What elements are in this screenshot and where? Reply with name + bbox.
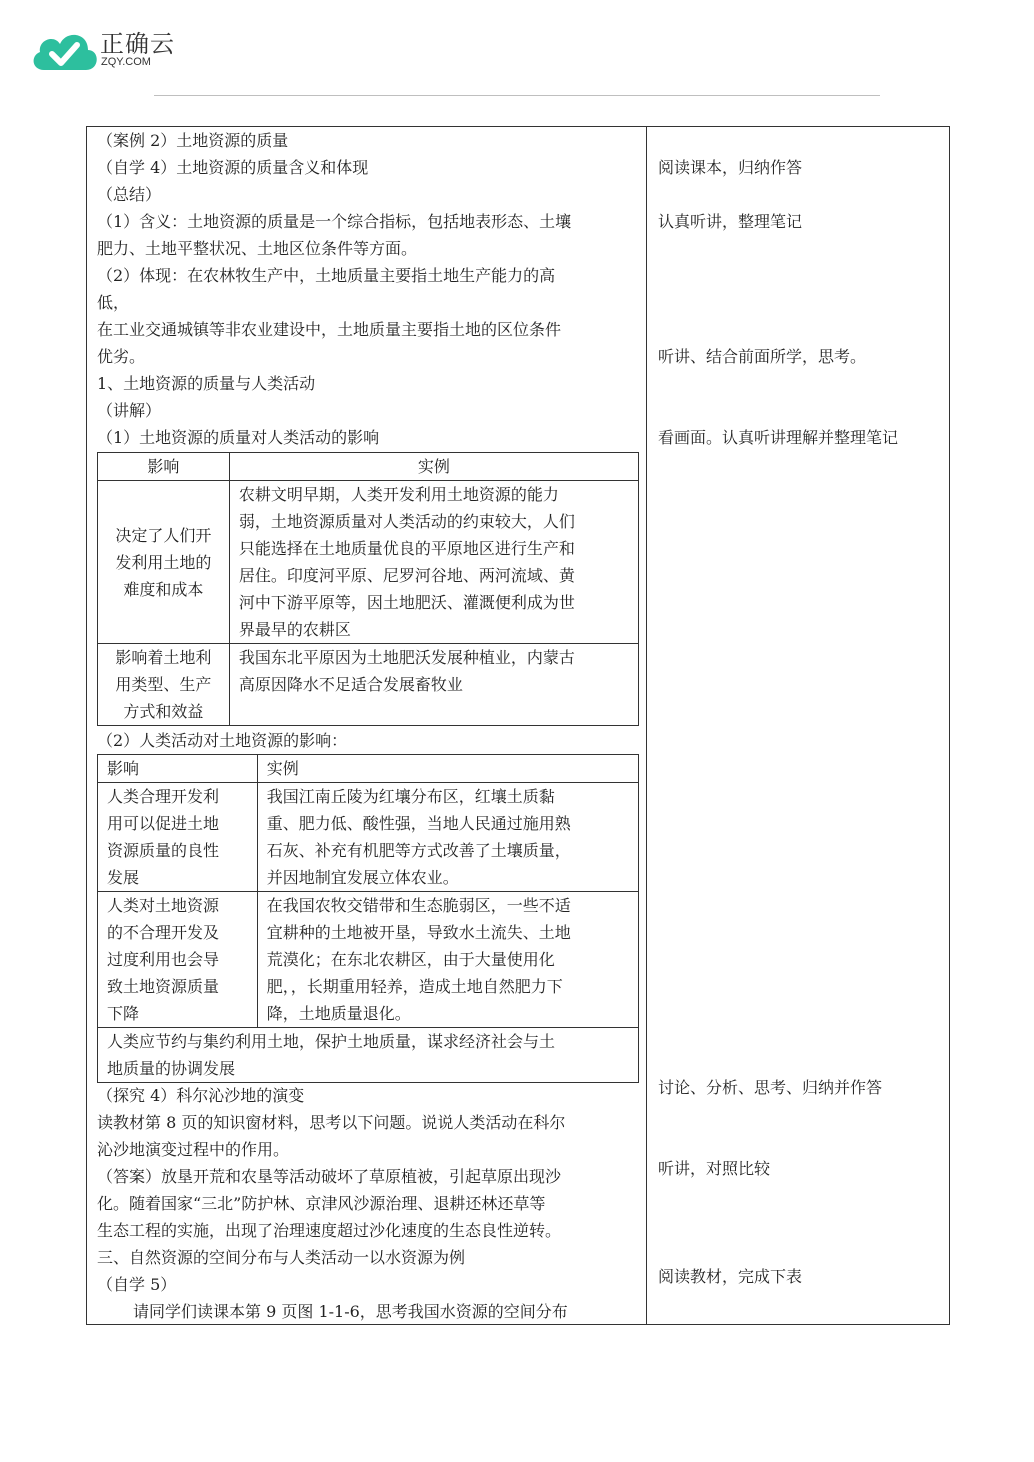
cell-line: 弱，土地资源质量对人类活动的约束较大，人们 (238, 512, 575, 531)
table-row (98, 644, 639, 726)
cell-line: 荒漠化；在东北农耕区，由于大量使用化 (266, 950, 555, 969)
case-heading: （案例 2）土地资源的质量 (97, 131, 289, 150)
cell-line: 界最早的农耕区 (238, 620, 351, 639)
human-activity-table (97, 754, 639, 1083)
cell-line: 决定了人们开 (115, 525, 212, 545)
cell-line: 发利用土地的 (115, 552, 212, 572)
embody-line: 在工业交通城镇等非农业建设中，土地质量主要指土地的区位条件 (97, 320, 562, 339)
cell-line: 并因地制宜发展立体农业。 (266, 868, 459, 887)
cell-line: 重、肥力低、酸性强，当地人民通过施用熟 (266, 814, 571, 833)
table-header-cell: 实例 (229, 453, 638, 481)
table2-title: （2）人类活动对土地资源的影响： (97, 731, 348, 750)
self-study-heading: （自学 5） (97, 1275, 177, 1294)
cell-line: 用类型、生产 (115, 675, 212, 694)
cell-line: 我国东北平原因为土地肥沃发展种植业，内蒙古 (238, 648, 575, 667)
cell-line: 的不合理开发及 (107, 923, 220, 942)
cell-line: 用可以促进土地 (107, 814, 220, 833)
table-row (98, 783, 639, 892)
embody-line: 优劣。 (97, 347, 146, 366)
cell-line: 人类应节约与集约利用土地，保护土地质量，谋求经济社会与土 (107, 1032, 556, 1051)
table-header-row (98, 453, 639, 481)
table-header-cell: 影响 (98, 755, 258, 783)
example-cell (257, 892, 638, 1028)
table1-title: （1）土地资源的质量对人类活动的影响 (97, 428, 380, 447)
answer-line: （答案）放垦开荒和农垦等活动破坏了草原植被，引起草原出现沙 (97, 1167, 562, 1186)
cell-line: 农耕文明早期，人类开发利用土地资源的能力 (238, 485, 559, 504)
column-divider (646, 126, 647, 1325)
instruction-line: 请同学们读课本第 9 页图 1-1-6，思考我国水资源的空间分布 (133, 1302, 568, 1321)
cell-line: 过度利用也会导 (107, 950, 220, 969)
cell-line: 居住。印度河平原、尼罗河谷地、两河流域、黄 (238, 566, 575, 585)
cell-line: 人类对土地资源 (107, 896, 220, 915)
cell-line: 宜耕种的土地被开垦，导致水土流失、土地 (266, 923, 571, 942)
table-header-cell: 影响 (98, 453, 230, 481)
student-activity: 阅读教材，完成下表 (658, 1267, 803, 1286)
cell-line: 石灰、补充有机肥等方式改善了土壤质量， (266, 841, 571, 860)
cell-line: 河中下游平原等，因土地肥沃、灌溉便利成为世 (238, 593, 575, 612)
embody-line: 低， (97, 293, 130, 312)
conclusion-cell (98, 1028, 639, 1083)
cell-line: 只能选择在土地质量优良的平原地区进行生产和 (238, 539, 575, 558)
cell-line: 资源质量的良性 (107, 841, 220, 860)
table-header-row (98, 755, 639, 783)
explore-heading: （探究 4）科尔沁沙地的演变 (97, 1086, 305, 1105)
influence-cell (98, 892, 258, 1028)
answer-line: 生态工程的实施，出现了治理速度超过沙化速度的生态良性逆转。 (97, 1221, 562, 1240)
student-activity: 认真听讲，整理笔记 (658, 212, 803, 231)
cell-line: 影响着土地利 (115, 648, 212, 667)
cell-line: 致土地资源质量 (107, 977, 220, 996)
self-study-heading: （自学 4）土地资源的质量含义和体现 (97, 158, 369, 177)
meaning-line: 肥力、土地平整状况、土地区位条件等方面。 (97, 239, 418, 258)
quality-influence-table (97, 452, 639, 726)
cell-line: 在我国农牧交错带和生态脆弱区，一些不适 (266, 896, 571, 915)
summary-label: （总结） (97, 185, 162, 204)
influence-cell (98, 481, 230, 644)
header-divider (154, 95, 880, 96)
student-activity: 看画面。认真听讲理解并整理笔记 (658, 428, 899, 447)
cell-line: 高原因降水不足适合发展畜牧业 (238, 675, 463, 694)
cell-line: 难度和成本 (123, 579, 204, 599)
example-cell (257, 783, 638, 892)
cell-line: 方式和效益 (123, 702, 204, 721)
table-row (98, 892, 639, 1028)
cell-line: 人类合理开发利 (107, 787, 220, 806)
table-footer-row (98, 1028, 639, 1083)
cell-line: 我国江南丘陵为红壤分布区，红壤土质黏 (266, 787, 555, 806)
brand-name: 正确云 (100, 30, 175, 58)
example-cell (229, 644, 638, 726)
influence-cell (98, 644, 230, 726)
student-activity: 听讲、结合前面所学，思考。 (658, 347, 867, 366)
question-line: 沁沙地演变过程中的作用。 (97, 1140, 290, 1159)
example-cell (229, 481, 638, 644)
cell-line: 地质量的协调发展 (107, 1059, 236, 1078)
embody-line: （2）体现：在农林牧生产中，土地质量主要指土地生产能力的高 (97, 266, 556, 285)
topic-heading: 1、土地资源的质量与人类活动 (97, 374, 316, 393)
student-activity: 讨论、分析、思考、归纳并作答 (658, 1078, 883, 1097)
student-activity: 听讲，对照比较 (658, 1159, 771, 1178)
student-activity: 阅读课本，归纳作答 (658, 158, 803, 177)
meaning-line: （1）含义：土地资源的质量是一个综合指标，包括地表形态、土壤 (97, 212, 572, 231)
brand-domain: ZQY.COM (101, 56, 151, 68)
influence-cell (98, 783, 258, 892)
answer-line: 化。随着国家“三北”防护林、京津风沙源治理、退耕还林还草等 (97, 1194, 546, 1213)
cell-line: 下降 (107, 1004, 140, 1023)
question-line: 读教材第 8 页的知识窗材料，思考以下问题。说说人类活动在科尔 (97, 1113, 566, 1132)
explain-label: （讲解） (97, 401, 162, 420)
table-header-cell: 实例 (257, 755, 638, 783)
cell-line: 降，土地质量退化。 (266, 1004, 411, 1023)
cell-line: 发展 (107, 868, 140, 887)
section-heading: 三、自然资源的空间分布与人类活动一以水资源为例 (97, 1248, 466, 1267)
table-row (98, 481, 639, 644)
cell-line: 肥，，长期重用轻养，造成土地自然肥力下 (266, 977, 563, 996)
